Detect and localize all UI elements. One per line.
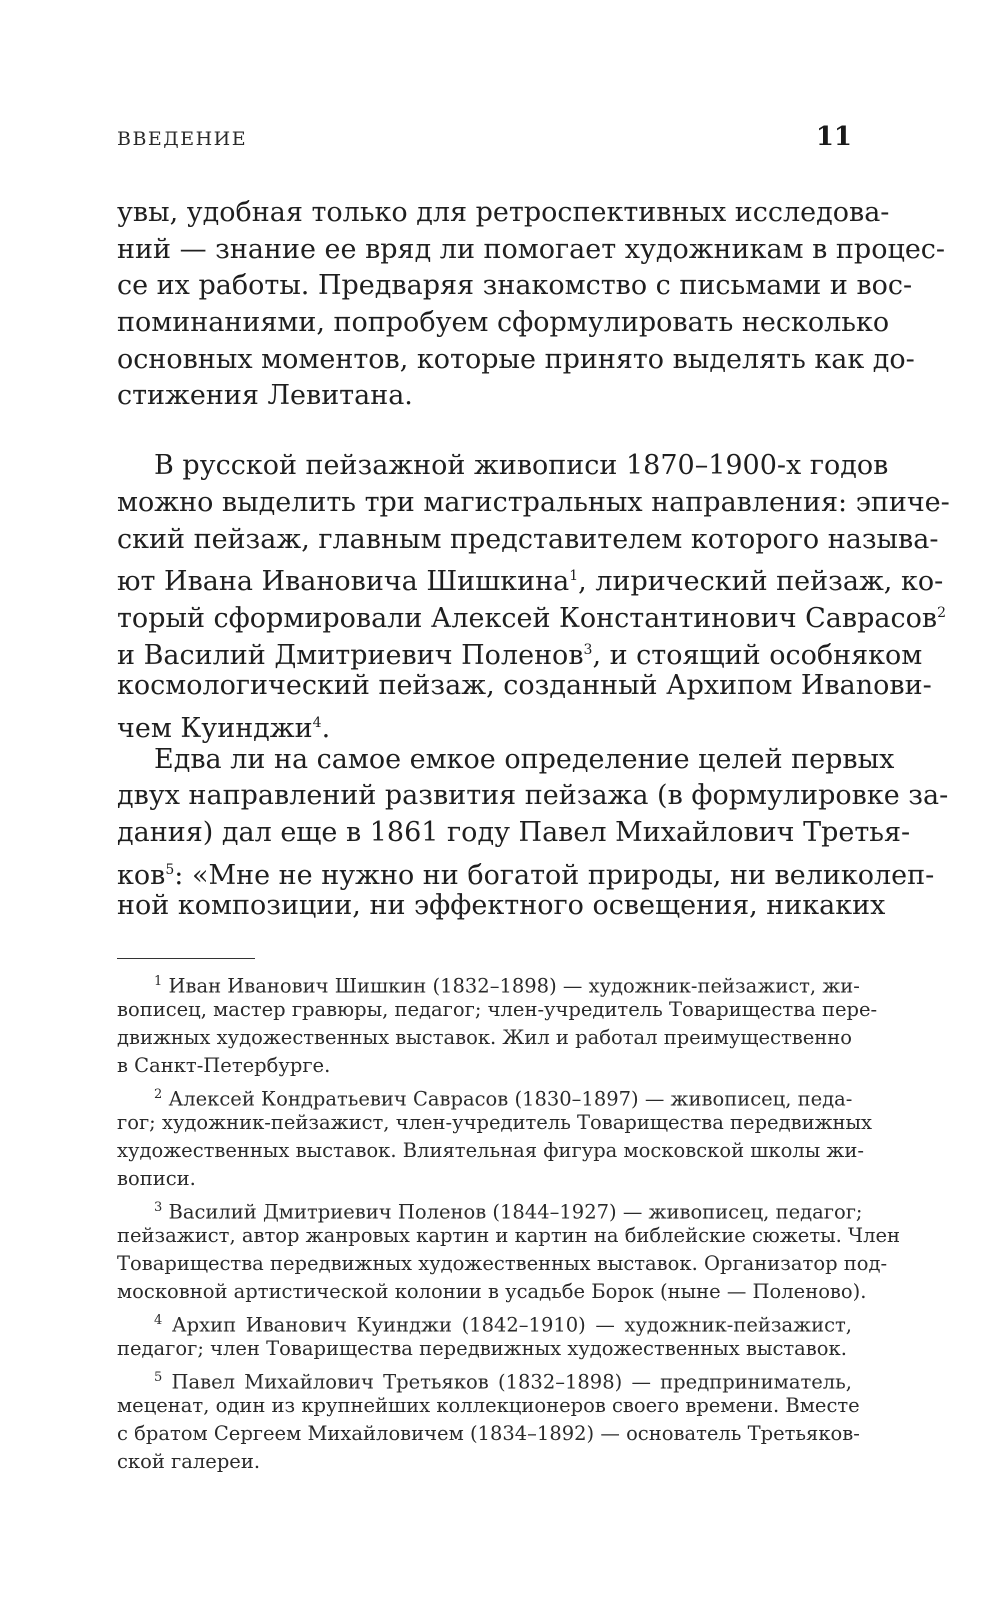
text-line: ной композиции, ни эффектного освещения, никаких	[117, 890, 886, 922]
footnote-marker[interactable]: 4	[312, 714, 322, 731]
text-line: космологический пейзаж, созданный Архипом Ивanови-	[117, 670, 932, 702]
footnotes	[117, 968, 901, 1476]
footnote-line: пейзажист, автор жанровых картин и картин на библейские сюжеты. Член	[117, 1224, 901, 1247]
footnote-line: ской галереи.	[117, 1450, 261, 1473]
footnote-number: 5	[154, 1370, 163, 1385]
footnote-number: 2	[154, 1087, 163, 1102]
footnote-line: движных художественных выставок. Жил и работал преимущественно	[117, 1026, 852, 1049]
text-line: се их работы. Предваряя знакомство с письмами и вос-	[117, 270, 913, 302]
text-line: дания) дал еще в 1861 году Павел Михайлович Третья-	[117, 817, 911, 848]
text-line: ский пейзаж, главным представителем которого называ-	[117, 523, 939, 555]
text-fragment: : «Мне не нужно ни богатой природы, ни великолеп-	[174, 859, 935, 891]
text-fragment: и Василий Дмитриевич Поленов	[117, 639, 584, 671]
footnote-text: Павел Михайлович Третьяков (1832–1898) — предприниматель,	[171, 1370, 852, 1394]
footnote-number: 1	[154, 974, 163, 989]
footnote-marker[interactable]: 2	[937, 604, 946, 621]
text-fragment: торый сформировали Алексей Константинович Саврасов	[117, 602, 938, 634]
text-line: можно выделить три магистральных направления: эпиче-	[117, 486, 950, 518]
footnote-marker[interactable]: 5	[165, 861, 175, 878]
text-line	[117, 705, 852, 742]
footnote-line: меценат, один из крупнейших коллекционеров своего времени. Вместе	[117, 1394, 860, 1417]
text-line	[117, 595, 946, 634]
text-line: ний — знание ее вряд ли помогает художникам в процес-	[117, 233, 946, 265]
footnote-line: Товарищества передвижных художественных выставок. Организатор под-	[117, 1252, 888, 1275]
text-line: Едва ли на самое емкое определение целей первых	[154, 743, 895, 775]
text-fragment: , и стоящий особняком	[592, 639, 923, 671]
footnote-text: Алексей Кондратьевич Саврасов (1830–1897) — живописец, педа-	[168, 1087, 853, 1111]
footnote-text: Василий Дмитриевич Поленов (1844–1927) — живописец, педагог;	[168, 1200, 863, 1224]
text-fragment: ков	[117, 859, 166, 891]
footnote-text: Архип Иванович Куинджи (1842–1910) — художник-пейзажист,	[171, 1313, 853, 1337]
footnote-number: 4	[154, 1313, 163, 1328]
footnote-line: московной артистической колонии в усадьбе Борок (ныне — Поленово).	[117, 1280, 867, 1303]
text-fragment: .	[321, 712, 331, 744]
text-line: стижения Левитана.	[117, 380, 413, 412]
footnote-divider	[117, 958, 255, 959]
text-line	[117, 632, 923, 671]
text-line: поминаниями, попробуем сформулировать несколько	[117, 307, 890, 339]
footnote-line	[117, 1194, 863, 1224]
footnote-line: в Санкт-Петербурге.	[117, 1054, 331, 1077]
main-text	[117, 195, 950, 925]
text-fragment: ют Ивана Ивановича Шишкина	[117, 566, 570, 598]
footnote-line: вописи.	[117, 1167, 196, 1190]
footnote-line	[117, 968, 860, 998]
footnote-line: вописец, мастер гравюры, педагог; член-учредитель Товарищества пере-	[117, 998, 878, 1021]
footnote-line: художественных выставок. Влиятельная фигура московской школы жи-	[117, 1139, 864, 1162]
text-line	[117, 852, 935, 891]
footnote-marker[interactable]: 3	[583, 641, 593, 658]
footnote-marker[interactable]: 1	[569, 568, 579, 585]
footnote-line	[117, 1364, 852, 1392]
page-number: 11	[815, 122, 852, 152]
footnote-text: Иван Иванович Шишкин (1832–1898) — художник-пейзажист, жи-	[168, 974, 860, 998]
text-line: двух направлений развития пейзажа (в формулировке за-	[117, 780, 949, 812]
footnote-line: педагог; член Товарищества передвижных художественных выставок.	[117, 1337, 847, 1360]
text-line: В русской пейзажной живописи 1870–1900-х годов	[154, 450, 889, 482]
footnote-number: 3	[154, 1200, 163, 1215]
text-line: увы, удобная только для ретроспективных исследова-	[117, 197, 890, 228]
text-line: основных моментов, которые принято выделять как до-	[117, 343, 915, 375]
section-gap	[117, 415, 852, 448]
footnote-line	[117, 1081, 852, 1109]
footnote-line	[117, 1307, 852, 1335]
text-fragment: чем Куинджи	[117, 712, 313, 744]
text-fragment: , лирический пейзаж, ко-	[578, 566, 944, 598]
running-head: ВВЕДЕНИЕ	[117, 128, 248, 150]
footnote-line: с братом Сергеем Михайловичем (1834–1892) — основатель Третьяков-	[117, 1422, 860, 1445]
footnote-line: гог; художник-пейзажист, член-учредитель Товарищества передвижных	[117, 1111, 873, 1134]
text-line	[117, 558, 944, 598]
